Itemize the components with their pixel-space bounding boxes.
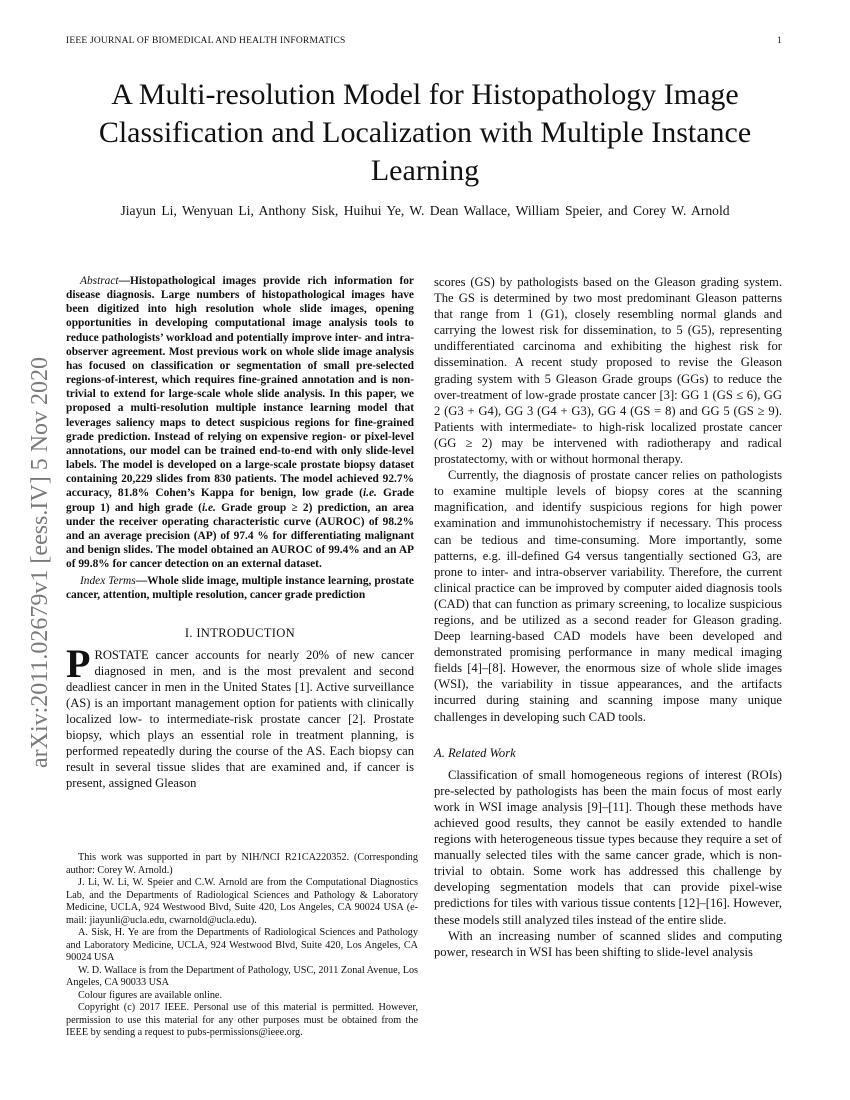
intro-paragraph-1 [66, 640, 414, 792]
intro-paragraph-1-continued: scores (GS) by pathologists based on the Gleason grading system. The GS is determined by two most predominant Gleason patterns that range from 1 (G1), closely resembling normal glands and carrying the lowest risk for dissemination, to 5 (G5), representing undifferentiated carcinoma and exhibiting the highest risk for dissemination. A recent study proposed to revise the Gleason grading system with 5 Gleason Grade groups (GGs) to reduce the over-treatment of low-grade prostate cancer [3]: GG 1 (GS ≤ 6), GG 2 (G3 + G4), GG 3 (G4 + G3), GG 4 (GS = 8) and GG 5 (GS ≥ 9). Patients with intermediate- to high-risk localized prostate cancer (GG ≥ 2) may be intervened with radiotherapy and radical prostatectomy, with or without hormonal therapy. [434, 275, 782, 467]
page-number: 1 [777, 36, 782, 46]
abstract-lead: Abstract [80, 275, 119, 287]
subsection-heading-related-work: A. Related Work [434, 745, 516, 760]
abstract-text-1: —Histopathological images provide rich information for disease diagnosis. Large numbers of histopathological images have been digitized into high resolution whole slide images, opening opportunities in developing computational image analysis tools to reduce pathologists’ workload and potentially improve inter- and intra- observer agreement. Most previous work on whole slide image analysis has focused on classification or segmentation of small pre-selected regions-of-interest, which requires fine-grained annotation and is non-trivial to extend for large-scale whole slide analysis. In this paper, we proposed a multi-resolution multiple instance learning model that leverages saliency maps to detect suspicious regions for fine-grained grade prediction. Instead of relying on expensive region- or pixel-level annotations, our model can be trained end-to-end with only slide-level labels. The model is developed on a large-scale prostate biopsy dataset containing 20,229 slides from 830 patients. The model achieved 92.7% accuracy, 81.8% Cohen’s Kappa for benign, low grade ( [66, 275, 414, 500]
abstract-text-3: Grade group ≥ 2) prediction, an area under the receiver operating characteristic curve (AUROC) of 98.2% and an average precision (AP) of 97.4 % for differentiating malignant and benign slides. The model obtained an AUROC of 99.4% and an AP of 99.8% for cancer detection on an external dataset. [66, 501, 414, 571]
footnote-funding: This work was supported in part by NIH/NCI R21CA220352. (Corresponding author: Corey W. Arnold.) [66, 852, 418, 876]
author-list: Jiayun Li, Wenyuan Li, Anthony Sisk, Huihui Ye, W. Dean Wallace, William Speier, and Corey W. Arnold [120, 203, 730, 218]
arxiv-identifier-stamp: arXiv:2011.02679v1 [eess.IV] 5 Nov 2020 [27, 356, 53, 768]
index-terms [66, 574, 414, 602]
right-column [434, 274, 782, 960]
index-terms-text: —Whole slide image, multiple instance learning, prostate cancer, attention, multiple resolution, cancer grade prediction [66, 575, 414, 602]
paper-title: A Multi-resolution Model for Histopathology Image Classification and Localization with Multiple Instance Learning [98, 78, 752, 187]
index-terms-lead: Index Terms [80, 575, 136, 588]
intro-paragraph-1-text: ROSTATE cancer accounts for nearly 20% of new cancer diagnosed in men, and is the most prevalent and second deadliest cancer in men in the United States [1]. Active surveillance (AS) is an important management option for patients with clinically localized low- to intermediate-risk prostate cancer [2]. Prostate biopsy, which plays an essential role in treatment planning, is performed repeatedly during the course of the AS. Each biopsy can result in several tissue slides that are examined and, if cancer is present, assigned Gleason [66, 647, 414, 791]
related-work-paragraph-2: With an increasing number of scanned slides and computing power, research in WSI has been shifting to slide-level analysis [434, 928, 782, 959]
footnote-colour: Colour figures are available online. [78, 989, 222, 1001]
intro-paragraph-2: Currently, the diagnosis of prostate cancer relies on pathologists to examine multiple levels of biopsy cores at the scanning magnification, and identify suspicious regions for high power examination and immunohistochemistry if necessary. This process can be tedious and time-consuming. More importantly, some patterns, e.g. ill-defined G4 versus tangentially sectioned G3, are prone to inter- and intra-observer variability. Therefore, the current clinical practice can be improved by computer aided diagnosis tools (CAD) that can function as primary screening, to localize suspicious regions, and be utilized as a second reader for Gleason grading. Deep learning-based CAD models have been developed and demonstrated promising performance in many medical imaging fields [4]–[8]. However, the enormous size of whole slide images (WSI), the variability in tissue appearances, and the artifacts incurred during staining and scanning impose many unique challenges in developing such CAD tools. [434, 468, 782, 724]
footnote-affiliation-3: W. D. Wallace is from the Department of Pathology, USC, 2011 Zonal Avenue, Los Angeles, CA 90033 USA [66, 964, 418, 988]
abstract [66, 274, 414, 571]
drop-cap-letter: P [66, 640, 91, 686]
footnote-affiliation-2: A. Sisk, H. Ye are from the Departments of Radiological Sciences and Pathology and Laboratory Medicine, UCLA, 924 Westwood Blvd, Suite 420, Los Angeles, CA 90024 USA [66, 927, 418, 963]
section-heading-introduction: I. INTRODUCTION [184, 625, 296, 640]
journal-name: IEEE JOURNAL OF BIOMEDICAL AND HEALTH INFORMATICS [66, 36, 346, 46]
abstract-ie-1: i.e. [362, 487, 377, 500]
footnote-copyright: Copyright (c) 2017 IEEE. Personal use of this material is permitted. However, permission to use this material for any other purposes must be obtained from the IEEE by sending a request to pubs-permissions@ieee.org. [66, 1002, 418, 1038]
footnote-affiliation-1: J. Li, W. Li, W. Speier and C.W. Arnold are from the Computational Diagnostics Lab, and the Departments of Radiological Sciences and Pathology & Laboratory Medicine, UCLA, 924 Westwood Blvd, Suite 420, Los Angeles, CA 90024 USA (e-mail: jiayunli@ucla.edu, cwarnold@ucla.edu). [66, 877, 418, 926]
related-work-paragraph-1: Classification of small homogeneous regions of interest (ROIs) pre-selected by pathologists has been the main focus of most early work in WSI image analysis [9]–[11]. Though these methods have achieved good results, they cannot be easily extended to handle regions with heterogeneous tissue types because they require a set of manually selected tiles with the same cancer grade, which is non-trivial to obtain. Some work has addressed this challenge by developing segmentation models that can provide pixel-wise predictions for tiles with various tissue contents [12]–[16]. However, these models still analyzed tiles instead of the entire slide. [434, 767, 782, 927]
footnotes [66, 852, 418, 1040]
left-column [66, 274, 414, 792]
abstract-text-2: Grade group 1) and high grade ( [66, 487, 414, 514]
abstract-ie-2: i.e. [201, 501, 216, 514]
